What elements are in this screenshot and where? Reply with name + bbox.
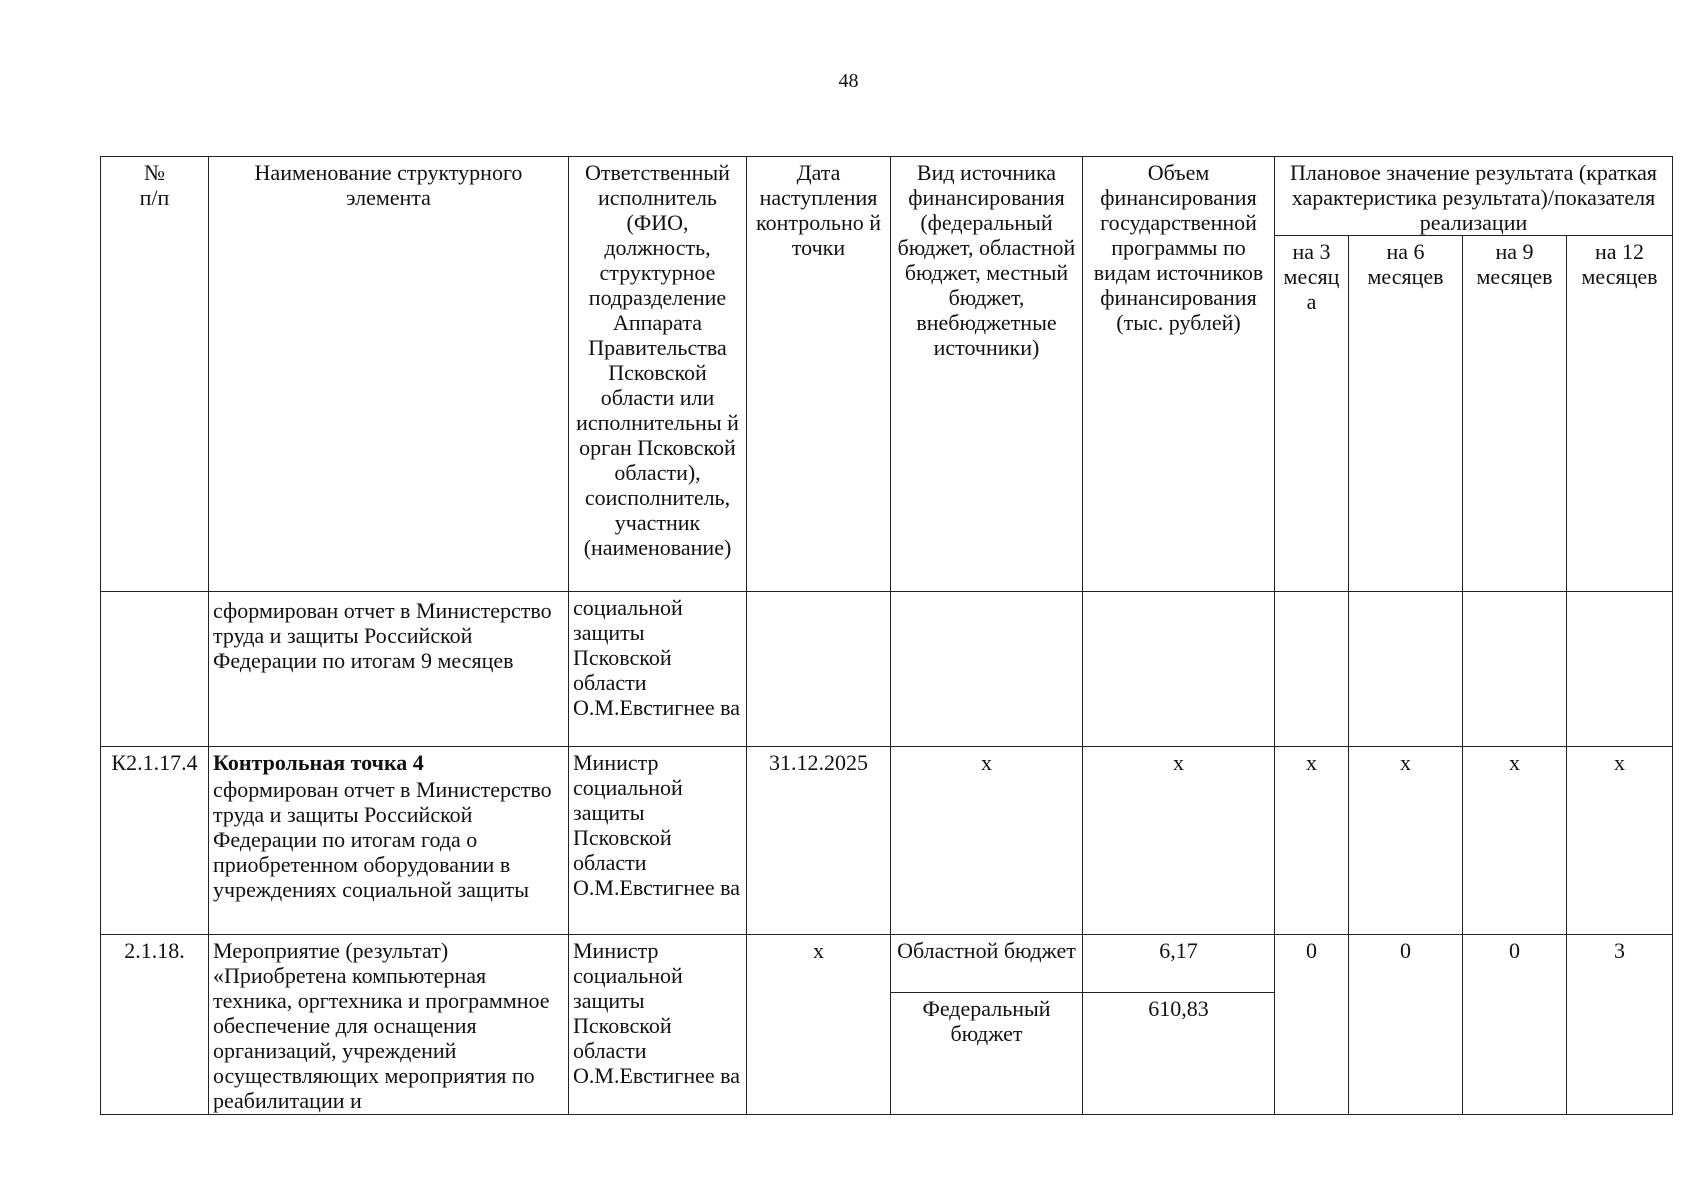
- header-name: Наименование структурного элемента: [209, 157, 569, 592]
- header-planned: Плановое значение результата (краткая характеристика результата)/показателя реализации: [1275, 157, 1673, 236]
- header-volume: Объем финансирования государственной программы по видам источников финансирования (тыс. рублей): [1083, 157, 1275, 592]
- cell-volume: [1083, 592, 1275, 747]
- header-m9: на 9 месяцев: [1463, 236, 1567, 592]
- cell-name: [209, 747, 569, 935]
- cell-responsible: социальной защиты Псковской области О.М.Евстигнее ва: [569, 592, 747, 747]
- table-row: [101, 935, 1673, 993]
- page-number: 48: [838, 70, 859, 92]
- cell-m3: х: [1275, 747, 1349, 935]
- table-header-row: [101, 157, 1673, 236]
- header-m12: на 12 месяцев: [1567, 236, 1673, 592]
- cell-source: [891, 592, 1083, 747]
- cell-responsible: Министр социальной защиты Псковской области О.М.Евстигнее ва: [569, 935, 747, 1115]
- cell-m12: 3: [1567, 935, 1673, 1115]
- control-point-title: Контрольная точка 4: [213, 750, 424, 775]
- header-m3: на 3 месяц а: [1275, 236, 1349, 592]
- cell-volume: 610,83: [1083, 993, 1275, 1115]
- cell-source: Областной бюджет: [891, 935, 1083, 993]
- header-source: Вид источника финансирования (федеральный бюджет, областной бюджет, местный бюджет, внебюджетные источники): [891, 157, 1083, 592]
- control-points-table: [100, 156, 1673, 1115]
- cell-m9: х: [1463, 747, 1567, 935]
- cell-m3: 0: [1275, 935, 1349, 1115]
- cell-num: [101, 592, 209, 747]
- cell-m6: 0: [1349, 935, 1463, 1115]
- cell-m12: [1567, 592, 1673, 747]
- cell-m3: [1275, 592, 1349, 747]
- cell-volume: 6,17: [1083, 935, 1275, 993]
- cell-date: [747, 592, 891, 747]
- table-row: [101, 747, 1673, 935]
- table-row: [101, 592, 1673, 747]
- cell-m6: [1349, 592, 1463, 747]
- header-num: № п/п: [101, 157, 209, 592]
- cell-date: 31.12.2025: [747, 747, 891, 935]
- cell-source: х: [891, 747, 1083, 935]
- cell-num: К2.1.17.4: [101, 747, 209, 935]
- cell-name: сформирован отчет в Министерство труда и защиты Российской Федерации по итогам 9 месяцев: [209, 592, 569, 747]
- cell-m9: [1463, 592, 1567, 747]
- cell-m6: х: [1349, 747, 1463, 935]
- cell-date: х: [747, 935, 891, 1115]
- cell-m12: х: [1567, 747, 1673, 935]
- header-responsible: Ответственный исполнитель (ФИО, должность, структурное подразделение Аппарата Правительства Псковской области или исполнительны й орган Псковской области), соисполнитель, участник (наименование): [569, 157, 747, 592]
- header-m6: на 6 месяцев: [1349, 236, 1463, 592]
- header-date: Дата наступления контрольно й точки: [747, 157, 891, 592]
- cell-source: Федеральный бюджет: [891, 993, 1083, 1115]
- cell-name: Мероприятие (результат) «Приобретена компьютерная техника, оргтехника и программное обеспечение для оснащения организаций, учреждений осуществляющих мероприятия по реабилитации и: [209, 935, 569, 1115]
- cell-num: 2.1.18.: [101, 935, 209, 1115]
- cell-m9: 0: [1463, 935, 1567, 1115]
- cell-responsible: Министр социальной защиты Псковской области О.М.Евстигнее ва: [569, 747, 747, 935]
- cell-volume: х: [1083, 747, 1275, 935]
- control-point-text: сформирован отчет в Министерство труда и защиты Российской Федерации по итогам года о приобретенном оборудовании в учреждениях социальной защиты: [213, 777, 552, 902]
